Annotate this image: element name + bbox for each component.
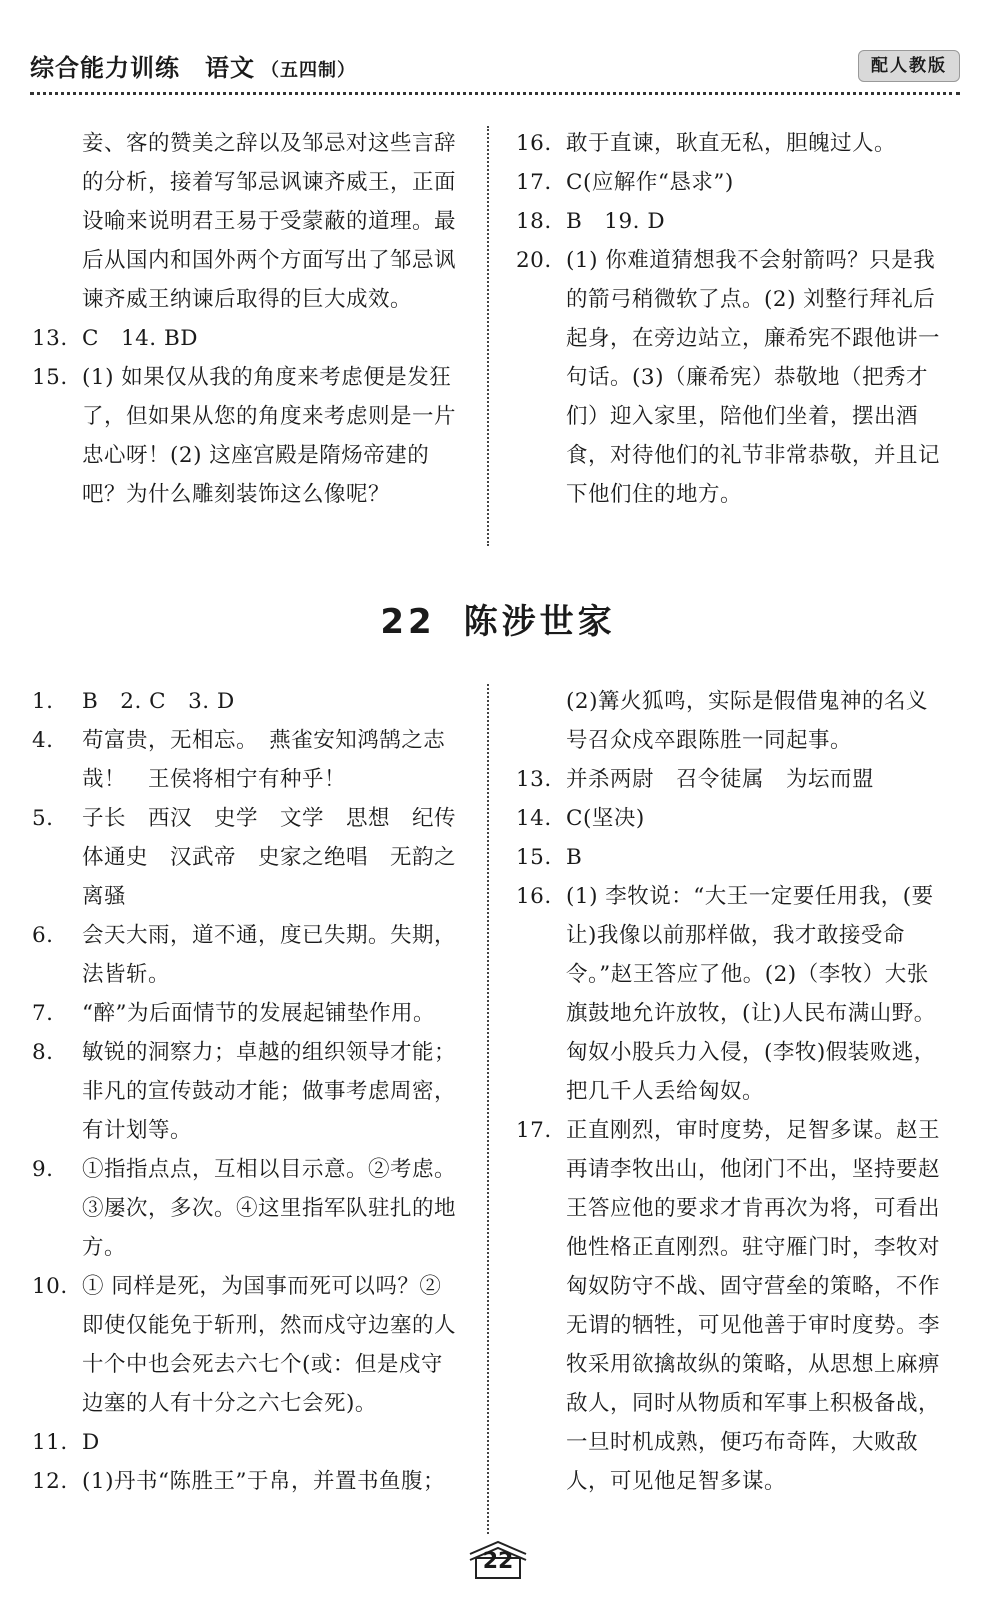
answer-text: C(坚决): [566, 806, 645, 831]
answer-number: 10.: [32, 1274, 68, 1299]
answer-item: [32, 1033, 462, 1150]
answer-text: (1) 你难道猜想我不会射箭吗？只是我的箭弓稍微软了点。(2) 刘整行拜礼后起身，在旁边站立，廉希宪不跟他讲一句话。(3)（廉希宪）恭敬地（把秀才们）迎入家里，陪他们坐着，摆出酒食，对待他们的礼节非常恭敬，并且记下他们住的地方。: [566, 248, 941, 507]
answer-item: [516, 838, 942, 877]
answers-bottom-left: [32, 682, 462, 1501]
answer-number: 12.: [32, 1469, 68, 1494]
answer-text: 并杀两尉 召令徒属 为坛而盟: [566, 767, 875, 792]
answer-item: [516, 1111, 942, 1501]
answer-number: 16.: [516, 884, 552, 909]
answer-text: 敏锐的洞察力；卓越的组织领导才能；非凡的宣传鼓动才能；做事考虑周密，有计划等。: [82, 1040, 457, 1143]
answer-text: B 2. C 3. D: [82, 689, 235, 714]
answer-text: 子长 西汉 史学 文学 思想 纪传体通史 汉武帝 史家之绝唱 无韵之离骚: [82, 806, 457, 909]
answer-text: (1) 如果仅从我的角度来考虑便是发狂了，但如果从您的角度来考虑则是一片忠心呀！(2) 这座宫殿是隋炀帝建的吧？为什么雕刻装饰这么像呢？: [82, 365, 457, 507]
answer-text: ①指指点点，互相以目示意。②考虑。③屡次，多次。④这里指军队驻扎的地方。: [82, 1157, 457, 1260]
chapter-number: 22: [380, 602, 436, 642]
edition-badge: 配人教版: [858, 50, 960, 82]
answer-item: [516, 124, 942, 163]
answer-text: 苟富贵，无相忘。 燕雀安知鸿鹄之志哉！ 王侯将相宁有种乎！: [82, 728, 446, 792]
answer-text: B: [566, 845, 583, 870]
chapter-heading: [0, 594, 996, 643]
answer-text: (1)丹书“陈胜王”于帛，并置书鱼腹；: [82, 1469, 445, 1494]
answer-number: 7.: [32, 1001, 54, 1026]
chapter-title: 陈涉世家: [463, 602, 616, 642]
answer-item: [32, 682, 462, 721]
answer-item: [516, 202, 942, 241]
answer-number: 8.: [32, 1040, 54, 1065]
answer-number: 13.: [516, 767, 552, 792]
answer-text: 妾、客的赞美之辞以及邹忌对这些言辞的分析，接着写邹忌讽谏齐威王，正面设喻来说明君王易于受蒙蔽的道理。最后从国内和国外两个方面写出了邹忌讽谏齐威王纳谏后取得的巨大成效。: [82, 131, 457, 312]
answer-item: [516, 163, 942, 202]
column-divider-top: [487, 126, 489, 546]
answer-item: [32, 721, 462, 799]
column-divider-bottom: [487, 684, 489, 1534]
book-title-text: 综合能力训练 语文: [30, 54, 255, 82]
answers-top-left: [32, 124, 462, 514]
answer-number: 17.: [516, 170, 552, 195]
answer-text: “醉”为后面情节的发展起铺垫作用。: [82, 1001, 435, 1026]
answer-number: 5.: [32, 806, 54, 831]
answer-item: [516, 799, 942, 838]
answers-top-right: [516, 124, 942, 514]
answer-number: 9.: [32, 1157, 54, 1182]
answer-number: 1.: [32, 689, 54, 714]
answers-bottom-right: [516, 682, 942, 1501]
page-number: [468, 1540, 528, 1580]
answer-item: [32, 124, 462, 319]
answer-item: [32, 994, 462, 1033]
book-edition: （五四制）: [261, 60, 356, 81]
answer-text: C(应解作“恳求”): [566, 170, 734, 195]
answer-number: 18.: [516, 209, 552, 234]
answer-item: [516, 760, 942, 799]
answer-number: 20.: [516, 248, 552, 273]
answer-number: 4.: [32, 728, 54, 753]
answer-item: [32, 916, 462, 994]
answer-number: 6.: [32, 923, 54, 948]
answer-number: 16.: [516, 131, 552, 156]
answer-item: [32, 319, 462, 358]
answer-text: 正直刚烈，审时度势，足智多谋。赵王再请李牧出山，他闭门不出，坚持要赵王答应他的要求才肯再次为将，可看出他性格正直刚烈。驻守雁门时，李牧对匈奴防守不战、固守营垒的策略，不作无谓的牺牲，可见他善于审时度势。李牧采用欲擒故纵的策略，从思想上麻痹敌人，同时从物质和军事上积极备战，一旦时机成熟，便巧布奇阵，大败敌人，可见他足智多谋。: [566, 1118, 941, 1494]
answer-item: [32, 1423, 462, 1462]
answer-text: C 14. BD: [82, 326, 199, 351]
answer-item: [516, 241, 942, 514]
answer-number: 15.: [32, 365, 68, 390]
header-divider: [30, 92, 960, 95]
answer-number: 13.: [32, 326, 68, 351]
answer-text: 敢于直谏，耿直无私，胆魄过人。: [566, 131, 897, 156]
answer-text: (1) 李牧说：“大王一定要任用我，(要让)我像以前那样做，我才敢接受命令。”赵王答应了他。(2)（李牧）大张旗鼓地允许放牧，(让)人民布满山野。匈奴小股兵力入侵，(李牧)假装败逃，把几千人丢给匈奴。: [566, 884, 936, 1104]
answer-item: [32, 1462, 462, 1501]
answer-item: [32, 358, 462, 514]
answer-text: (2)篝火狐鸣，实际是假借鬼神的名义号召众戍卒跟陈胜一同起事。: [566, 689, 928, 753]
answer-item: [32, 1267, 462, 1423]
answer-item: [32, 1150, 462, 1267]
answer-text: ① 同样是死，为国事而死可以吗？②即使仅能免于斩刑，然而戍守边塞的人十个中也会死去六七个(或：但是戍守边塞的人有十分之六七会死)。: [82, 1274, 457, 1416]
answer-number: 17.: [516, 1118, 552, 1143]
page-header: [30, 40, 960, 90]
answer-text: D: [82, 1430, 100, 1455]
answer-number: 11.: [32, 1430, 68, 1455]
page-number-text: 22: [482, 1549, 514, 1574]
book-title: [30, 48, 356, 83]
answer-item: [516, 877, 942, 1111]
answer-text: 会天大雨，道不通，度已失期。失期，法皆斩。: [82, 923, 457, 987]
answer-item: [32, 799, 462, 916]
answer-text: B 19. D: [566, 209, 666, 234]
answer-number: 14.: [516, 806, 552, 831]
answer-item: [516, 682, 942, 760]
answer-number: 15.: [516, 845, 552, 870]
